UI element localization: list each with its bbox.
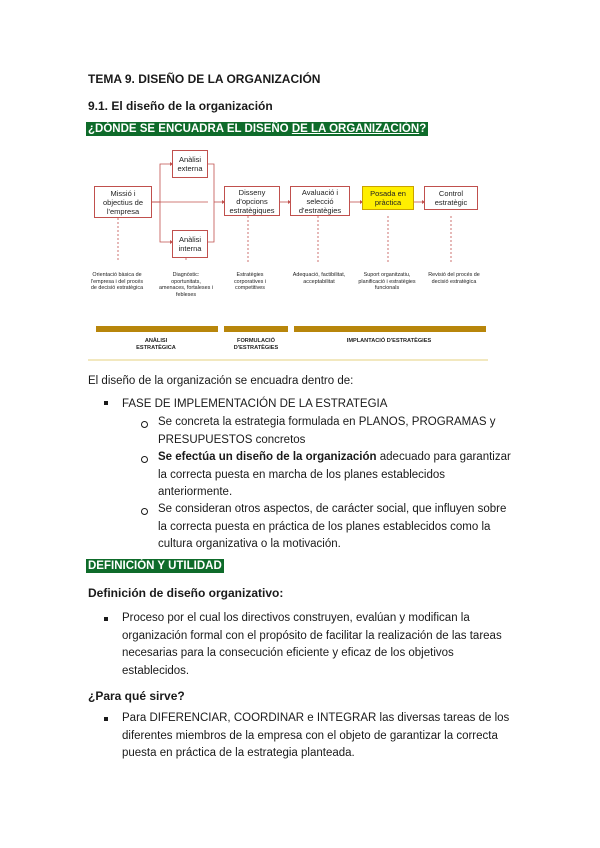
box-analisi-interna: Anàlisi interna (172, 230, 208, 258)
bullet-square-icon (104, 717, 108, 721)
note-revisio: Revisió del procés de decisió estratègica (428, 272, 480, 285)
phase-bar-implantacio (294, 326, 486, 332)
note-orientacio: Orientació bàsica de l'empresa i del procés de decisió estratègica (90, 272, 144, 291)
note-diagnostic: Diagnòstic: oportunitats, amenaces, fortaleses i febleses (159, 272, 213, 298)
intro-text: El diseño de la organización se encuadra dentro de: (88, 375, 354, 387)
sub-item-diseno-bold: Se efectúa un diseño de la organización (158, 451, 377, 463)
section-heading-part2: DE LA ORGANIZACIÓN (291, 123, 420, 135)
section-heading-part3: ? (419, 123, 427, 135)
sub-item-diseno-rest: adecuado para garantizar la correcta puesta en marcha de los planes establecidos anteriormente. (158, 451, 511, 498)
phase-label-analisi: ANÀLISI ESTRATÈGICA (136, 338, 176, 351)
bullet-square-icon (104, 401, 108, 405)
definition-text: Proceso por el cual los directivos construyen, evalúan y modifican la organización formal con el propósito de facilitar la realización de las tareas necesarias para la consecución eficiente y eficaz de los objetivos establecidos. (122, 612, 502, 677)
phase-label-implantacio: IMPLANTACIÓ D'ESTRATÈGIES (346, 338, 432, 344)
sub-item-social: Se consideran otros aspectos, de carácter social, que influyen sobre la correcta puesta en práctica de los planes establecidos como la cultura organizativa o la motivación. (158, 503, 507, 550)
definition-title: Definición de diseño organizativo: (88, 586, 284, 600)
purpose-text: Para DIFERENCIAR, COORDINAR e INTEGRAR las diversas tareas de los diferentes miembros de la empresa con el objeto de garantizar la correcta puesta en práctica de la estrategia planteada. (122, 712, 510, 759)
bullet-square-icon (104, 617, 108, 621)
box-avaluacio: Avaluació i selecció d'estratègies (290, 186, 350, 216)
phase-label-formulacio: FORMULACIÓ D'ESTRATÈGIES (233, 338, 279, 351)
section-heading-part1: ¿DÓNDE SE ENCUADRA EL DISEÑO (88, 123, 292, 135)
phase-bar-analisi (96, 326, 218, 332)
phase-bar-formulacio (224, 326, 288, 332)
box-mision: Missió i objectius de l'empresa (94, 186, 152, 218)
box-disseny: Disseny d'opcions estratègiques (224, 186, 280, 216)
bullet-circle-icon (141, 421, 148, 428)
sub-item-diseno (158, 449, 514, 502)
box-posada-en-practica: Posada en pràctica (362, 186, 414, 210)
section-heading-definition: DEFINICIÓN Y UTILIDAD (88, 560, 222, 572)
section-subtitle: 9.1. El diseño de la organización (88, 99, 273, 113)
note-suport: Suport organitzatiu, planificació i estratègies funcionals (358, 272, 416, 291)
section-heading-where (86, 122, 428, 136)
note-adequacio: Adequació, factibilitat, acceptabilitat (292, 272, 346, 285)
strategy-process-diagram (88, 142, 492, 364)
box-control: Control estratègic (424, 186, 478, 210)
purpose-title: ¿Para qué sirve? (88, 689, 185, 703)
list-item-implementation: FASE DE IMPLEMENTACIÓN DE LA ESTRATEGIA (122, 398, 388, 410)
bullet-circle-icon (141, 508, 148, 515)
page-title: TEMA 9. DISEÑO DE LA ORGANIZACIÓN (88, 72, 321, 86)
sub-item-concreta: Se concreta la estrategia formulada en PLANOS, PROGRAMAS y PRESUPUESTOS concretos (158, 416, 496, 446)
box-analisi-externa: Anàlisi externa (172, 150, 208, 178)
note-estrategies: Estratègies corporatives i competitives (233, 272, 267, 291)
bullet-circle-icon (141, 456, 148, 463)
